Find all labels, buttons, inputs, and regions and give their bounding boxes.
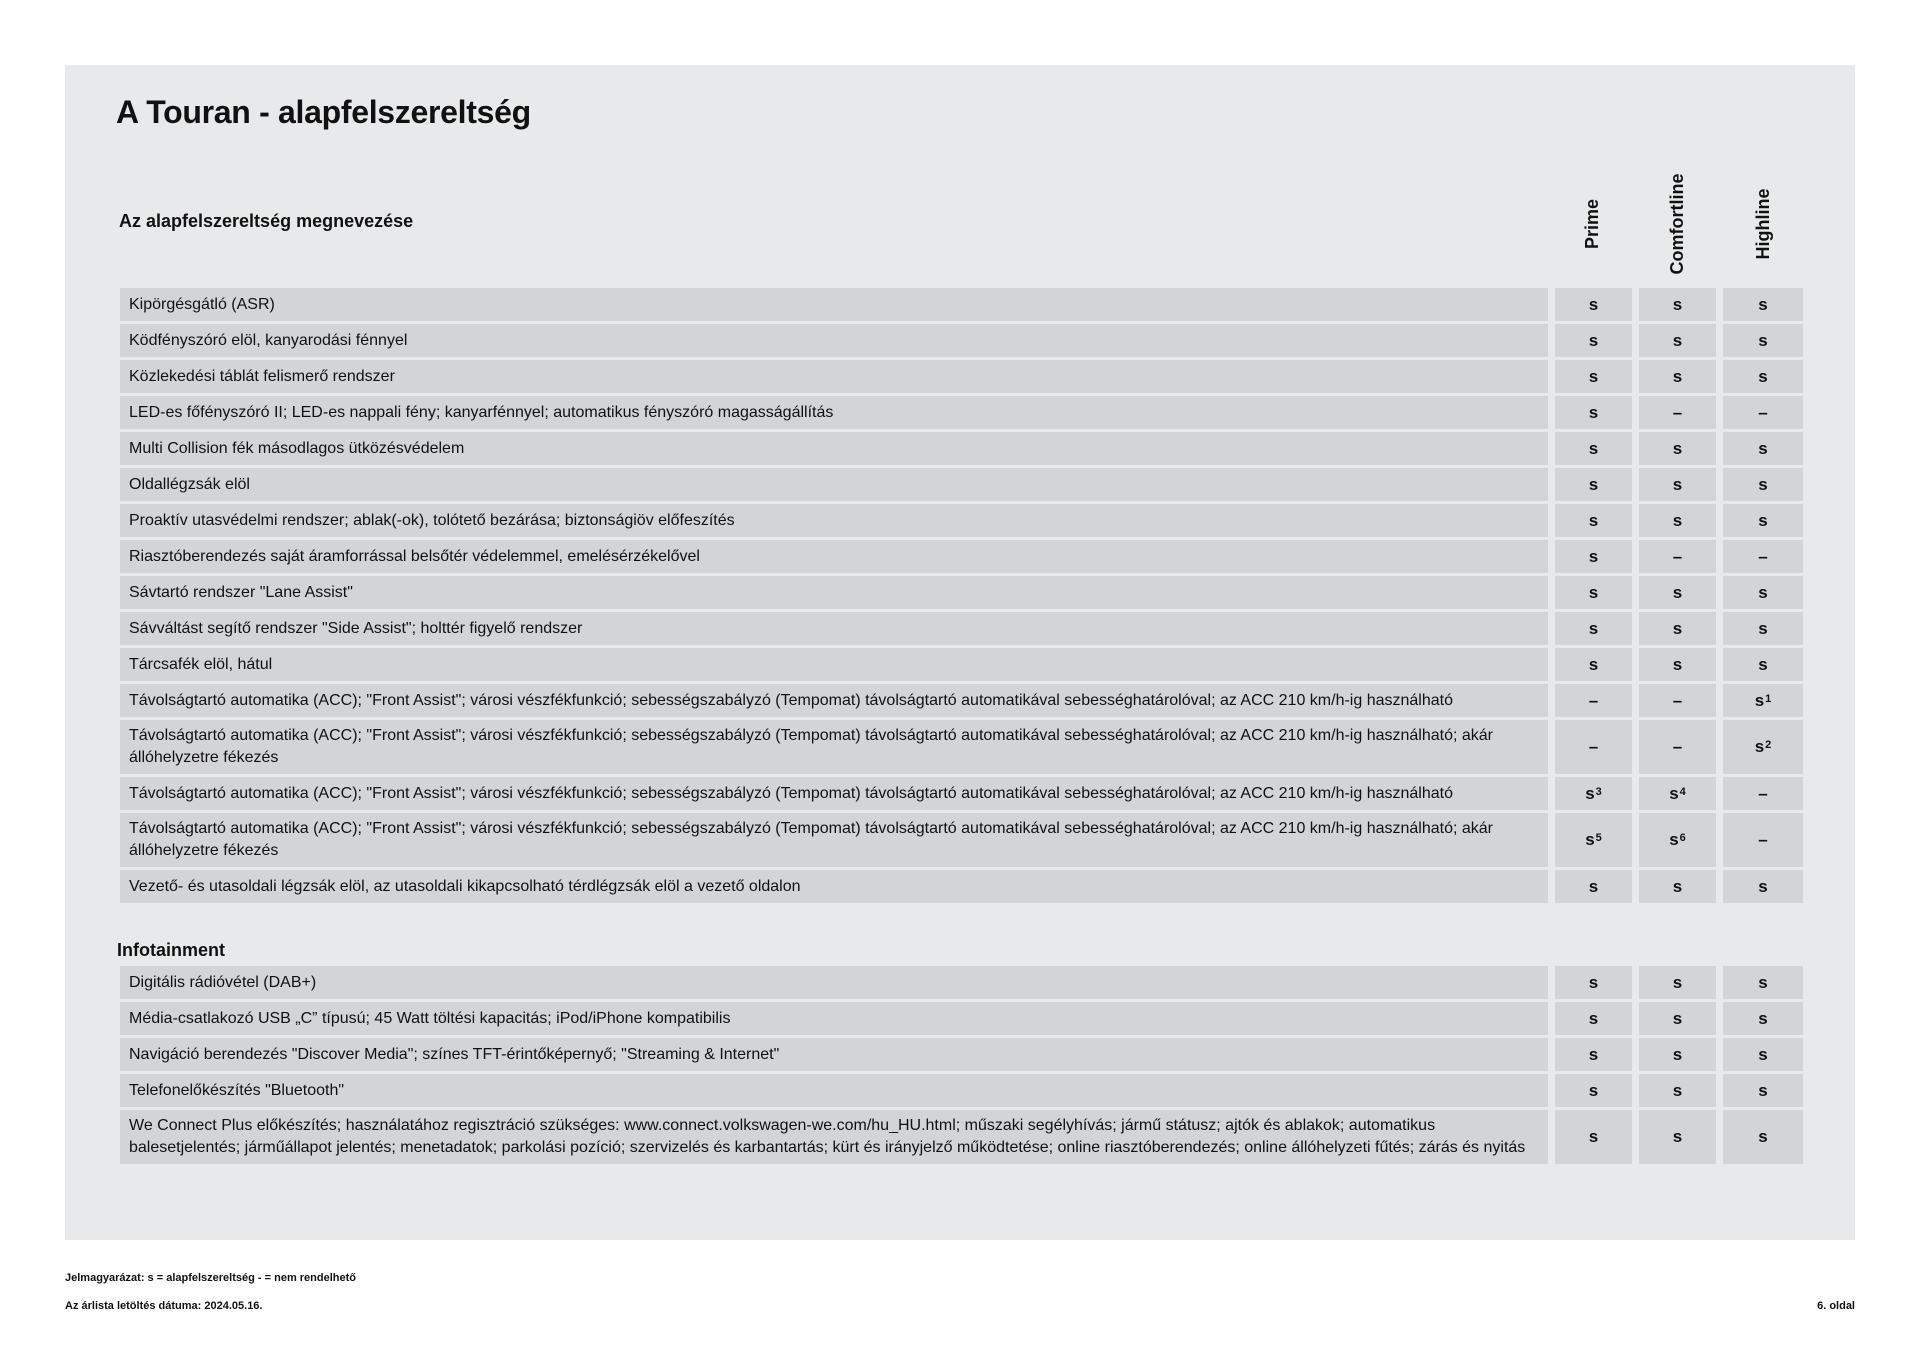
availability-cell-highline (1723, 360, 1803, 393)
availability-cell-highline (1723, 720, 1803, 774)
availability-value: s (1588, 366, 1599, 386)
availability-value: s (1758, 582, 1768, 602)
page-number: 6. oldal (1817, 1300, 1855, 1312)
availability-cell-prime (1555, 1038, 1632, 1071)
footnote-marker: 1 (1765, 692, 1772, 705)
availability-cell-highline (1723, 432, 1803, 465)
availability-cell-comfortline (1639, 288, 1716, 321)
table-row (120, 396, 1803, 429)
availability-value: s (1588, 330, 1599, 350)
availability-value: s (1754, 737, 1765, 756)
availability-cell-prime (1555, 870, 1632, 903)
availability-value: s (1758, 1080, 1768, 1100)
table-row (120, 648, 1803, 681)
availability-value: – (1758, 783, 1768, 803)
table-row (120, 540, 1803, 573)
feature-label: Távolságtartó automatika (ACC); "Front Assist"; városi vészfékfunkció; sebességszabályzó (Tempomat) távolságtartó automatikával sebességhatárolóval; az ACC 210 km/h-ig használható (120, 684, 1548, 717)
availability-cell-prime (1555, 324, 1632, 357)
availability-cell-comfortline (1639, 777, 1716, 810)
feature-label: Ködfényszóró elöl, kanyarodási fénnyel (120, 324, 1548, 357)
availability-value: s (1585, 783, 1595, 803)
availability-cell-prime (1555, 540, 1632, 573)
availability-cell-comfortline (1639, 576, 1716, 609)
availability-value: s (1758, 972, 1768, 992)
availability-cell-highline (1723, 1038, 1803, 1071)
availability-value: s (1672, 510, 1683, 530)
column-header-highline: Highline (1753, 188, 1773, 260)
availability-cell-highline (1723, 1110, 1803, 1164)
availability-cell-highline (1723, 1002, 1803, 1035)
footnote-marker: 3 (1595, 785, 1602, 798)
availability-value: s (1669, 830, 1679, 849)
page-title: A Touran - alapfelszereltség (116, 94, 531, 130)
table-row (120, 1110, 1803, 1164)
feature-label: Telefonelőkészítés "Bluetooth" (120, 1074, 1548, 1107)
availability-value: s (1758, 618, 1768, 638)
availability-cell-highline (1723, 468, 1803, 501)
feature-label: Távolságtartó automatika (ACC); "Front Assist"; városi vészfékfunkció; sebességszabályzó (Tempomat) távolságtartó automatikával sebességhatárolóval; az ACC 210 km/h-ig használható; akár állóhelyzetre fékezés (120, 720, 1548, 774)
feature-label: Vezető- és utasoldali légzsák elöl, az utasoldali kikapcsolható térdlégzsák elöl a vezető oldalon (120, 870, 1548, 903)
availability-cell-prime (1555, 684, 1632, 717)
availability-cell-prime (1555, 1002, 1632, 1035)
availability-cell-comfortline (1639, 648, 1716, 681)
download-date: Az árlista letöltés dátuma: 2024.05.16. (65, 1300, 263, 1312)
feature-label: Multi Collision fék másodlagos ütközésvédelem (120, 432, 1548, 465)
feature-label: Digitális rádióvétel (DAB+) (120, 966, 1548, 999)
feature-label: Tárcsafék elöl, hátul (120, 648, 1548, 681)
feature-label: LED-es főfényszóró II; LED-es nappali fény; kanyarfénnyel; automatikus fényszóró magasságállítás (120, 396, 1548, 429)
availability-cell-highline (1723, 684, 1803, 717)
footnote-marker: 6 (1679, 832, 1686, 844)
availability-cell-comfortline (1639, 720, 1716, 774)
availability-cell-prime (1555, 396, 1632, 429)
availability-value: s (1672, 654, 1683, 674)
table-row (120, 1074, 1803, 1107)
availability-value: s (1588, 1127, 1599, 1146)
table-row (120, 684, 1803, 717)
availability-value: s (1588, 618, 1599, 638)
availability-cell-highline (1723, 540, 1803, 573)
availability-cell-prime (1555, 612, 1632, 645)
column-header-prime: Prime (1582, 198, 1602, 250)
availability-value: s (1754, 690, 1765, 710)
availability-value: s (1672, 972, 1683, 992)
availability-value: s (1758, 654, 1768, 674)
footnote-marker: 2 (1765, 739, 1772, 751)
availability-value: – (1758, 546, 1768, 566)
column-header-feature: Az alapfelszereltség megnevezése (119, 211, 414, 231)
availability-value: – (1758, 402, 1768, 422)
availability-cell-comfortline (1639, 870, 1716, 903)
availability-cell-comfortline (1639, 1002, 1716, 1035)
availability-cell-comfortline (1639, 540, 1716, 573)
availability-value: s (1588, 582, 1599, 602)
availability-cell-prime (1555, 777, 1632, 810)
availability-cell-highline (1723, 324, 1803, 357)
availability-value: s (1588, 438, 1599, 458)
availability-value: s (1588, 1008, 1599, 1028)
availability-value: – (1758, 830, 1768, 849)
availability-cell-comfortline (1639, 468, 1716, 501)
availability-cell-prime (1555, 360, 1632, 393)
availability-value: – (1672, 690, 1683, 710)
availability-value: s (1669, 783, 1679, 803)
feature-label: Riasztóberendezés saját áramforrással belsőtér védelemmel, emelésérzékelővel (120, 540, 1548, 573)
equipment-table-infotainment (120, 966, 1803, 1164)
availability-value: s (1672, 366, 1683, 386)
footnote-marker: 5 (1595, 832, 1602, 844)
table-row (120, 288, 1803, 321)
legend-text: Jelmagyarázat: s = alapfelszereltség - = nem rendelhető (65, 1272, 357, 1284)
feature-label: Közlekedési táblát felismerő rendszer (120, 360, 1548, 393)
table-row (120, 720, 1803, 774)
table-row (120, 1002, 1803, 1035)
availability-value: s (1758, 474, 1768, 494)
availability-cell-prime (1555, 1074, 1632, 1107)
availability-cell-highline (1723, 288, 1803, 321)
availability-value: s (1672, 1080, 1683, 1100)
availability-value: s (1758, 330, 1768, 350)
availability-value: – (1672, 737, 1683, 756)
availability-cell-prime (1555, 432, 1632, 465)
availability-value: s (1588, 474, 1599, 494)
feature-label: Oldallégzsák elöl (120, 468, 1548, 501)
table-row (120, 813, 1803, 867)
availability-cell-comfortline (1639, 396, 1716, 429)
availability-value: – (1588, 737, 1599, 756)
availability-value: s (1758, 294, 1768, 314)
availability-value: s (1672, 294, 1683, 314)
feature-label: Sávváltást segítő rendszer "Side Assist"; holttér figyelő rendszer (120, 612, 1548, 645)
table-row (120, 1038, 1803, 1071)
availability-cell-highline (1723, 648, 1803, 681)
table-row (120, 966, 1803, 999)
table-row (120, 324, 1803, 357)
availability-cell-comfortline (1639, 1110, 1716, 1164)
table-row (120, 504, 1803, 537)
table-row (120, 612, 1803, 645)
availability-cell-prime (1555, 813, 1632, 867)
availability-value: – (1672, 402, 1683, 422)
availability-value: s (1588, 1044, 1599, 1064)
availability-cell-prime (1555, 504, 1632, 537)
availability-value: s (1585, 830, 1595, 849)
availability-value: – (1672, 546, 1683, 566)
feature-label: Navigáció berendezés "Discover Media"; színes TFT-érintőképernyő; "Streaming & Internet" (120, 1038, 1548, 1071)
availability-value: s (1672, 330, 1683, 350)
availability-value: s (1588, 1080, 1599, 1100)
feature-label: Média-csatlakozó USB „C” típusú; 45 Watt töltési kapacitás; iPod/iPhone kompatibilis (120, 1002, 1548, 1035)
availability-value: s (1758, 366, 1768, 386)
feature-label: Távolságtartó automatika (ACC); "Front Assist"; városi vészfékfunkció; sebességszabályzó (Tempomat) távolságtartó automatikával sebességhatárolóval; az ACC 210 km/h-ig használható (120, 777, 1548, 810)
availability-value: s (1672, 1008, 1683, 1028)
availability-value: s (1588, 294, 1599, 314)
availability-value: s (1672, 618, 1683, 638)
column-header-comfortline: Comfortline (1667, 173, 1687, 275)
availability-cell-comfortline (1639, 684, 1716, 717)
availability-value: s (1672, 1044, 1683, 1064)
availability-cell-highline (1723, 504, 1803, 537)
availability-value: s (1672, 582, 1683, 602)
availability-value: s (1672, 438, 1683, 458)
availability-cell-comfortline (1639, 1038, 1716, 1071)
table-row (120, 870, 1803, 903)
availability-cell-comfortline (1639, 813, 1716, 867)
availability-value: s (1672, 1127, 1683, 1146)
availability-cell-highline (1723, 612, 1803, 645)
availability-value: s (1758, 1127, 1768, 1146)
availability-value: – (1588, 690, 1599, 710)
availability-cell-highline (1723, 870, 1803, 903)
availability-value: s (1758, 1008, 1768, 1028)
availability-cell-comfortline (1639, 432, 1716, 465)
availability-cell-highline (1723, 396, 1803, 429)
table-row (120, 360, 1803, 393)
availability-value: s (1672, 474, 1683, 494)
availability-value: s (1758, 510, 1768, 530)
availability-cell-highline (1723, 966, 1803, 999)
availability-cell-comfortline (1639, 1074, 1716, 1107)
feature-label: Sávtartó rendszer "Lane Assist" (120, 576, 1548, 609)
availability-cell-prime (1555, 1110, 1632, 1164)
availability-cell-highline (1723, 1074, 1803, 1107)
table-row (120, 777, 1803, 810)
availability-value: s (1588, 510, 1599, 530)
feature-label: Kipörgésgátló (ASR) (120, 288, 1548, 321)
availability-value: s (1758, 876, 1768, 896)
availability-value: s (1588, 546, 1599, 566)
availability-value: s (1588, 876, 1599, 896)
availability-cell-prime (1555, 576, 1632, 609)
availability-cell-comfortline (1639, 360, 1716, 393)
availability-value: s (1672, 876, 1683, 896)
availability-cell-prime (1555, 288, 1632, 321)
availability-cell-prime (1555, 468, 1632, 501)
table-row (120, 576, 1803, 609)
table-row (120, 468, 1803, 501)
availability-cell-prime (1555, 648, 1632, 681)
availability-cell-comfortline (1639, 966, 1716, 999)
equipment-table-safety (120, 288, 1803, 903)
availability-value: s (1758, 1044, 1768, 1064)
availability-value: s (1588, 402, 1599, 422)
feature-label: Proaktív utasvédelmi rendszer; ablak(-ok), tolótető bezárása; biztonságiöv előfeszítés (120, 504, 1548, 537)
availability-cell-prime (1555, 720, 1632, 774)
availability-cell-comfortline (1639, 504, 1716, 537)
feature-label: We Connect Plus előkészítés; használatához regisztráció szükséges: www.connect.volkswagen-we.com/hu_HU.html; műszaki segélyhívás; jármű státusz; ajtók és ablakok; automatikus balesetjelentés; járműállapot jelentés; menetadatok; parkolási pozíció; szervizelés és karbantartás; kürt és irányjelző működtetése; online riasztóberendezés; online állóhelyzeti fűtés; zárás és nyitás (120, 1110, 1548, 1164)
availability-cell-highline (1723, 777, 1803, 810)
availability-cell-highline (1723, 576, 1803, 609)
section-heading-infotainment: Infotainment (117, 940, 225, 960)
availability-value: s (1588, 654, 1599, 674)
availability-value: s (1588, 972, 1599, 992)
availability-cell-comfortline (1639, 324, 1716, 357)
availability-value: s (1758, 438, 1768, 458)
feature-label: Távolságtartó automatika (ACC); "Front Assist"; városi vészfékfunkció; sebességszabályzó (Tempomat) távolságtartó automatikával sebességhatárolóval; az ACC 210 km/h-ig használható; akár állóhelyzetre fékezés (120, 813, 1548, 867)
availability-cell-comfortline (1639, 612, 1716, 645)
availability-cell-prime (1555, 966, 1632, 999)
footnote-marker: 4 (1679, 785, 1686, 798)
table-row (120, 432, 1803, 465)
availability-cell-highline (1723, 813, 1803, 867)
